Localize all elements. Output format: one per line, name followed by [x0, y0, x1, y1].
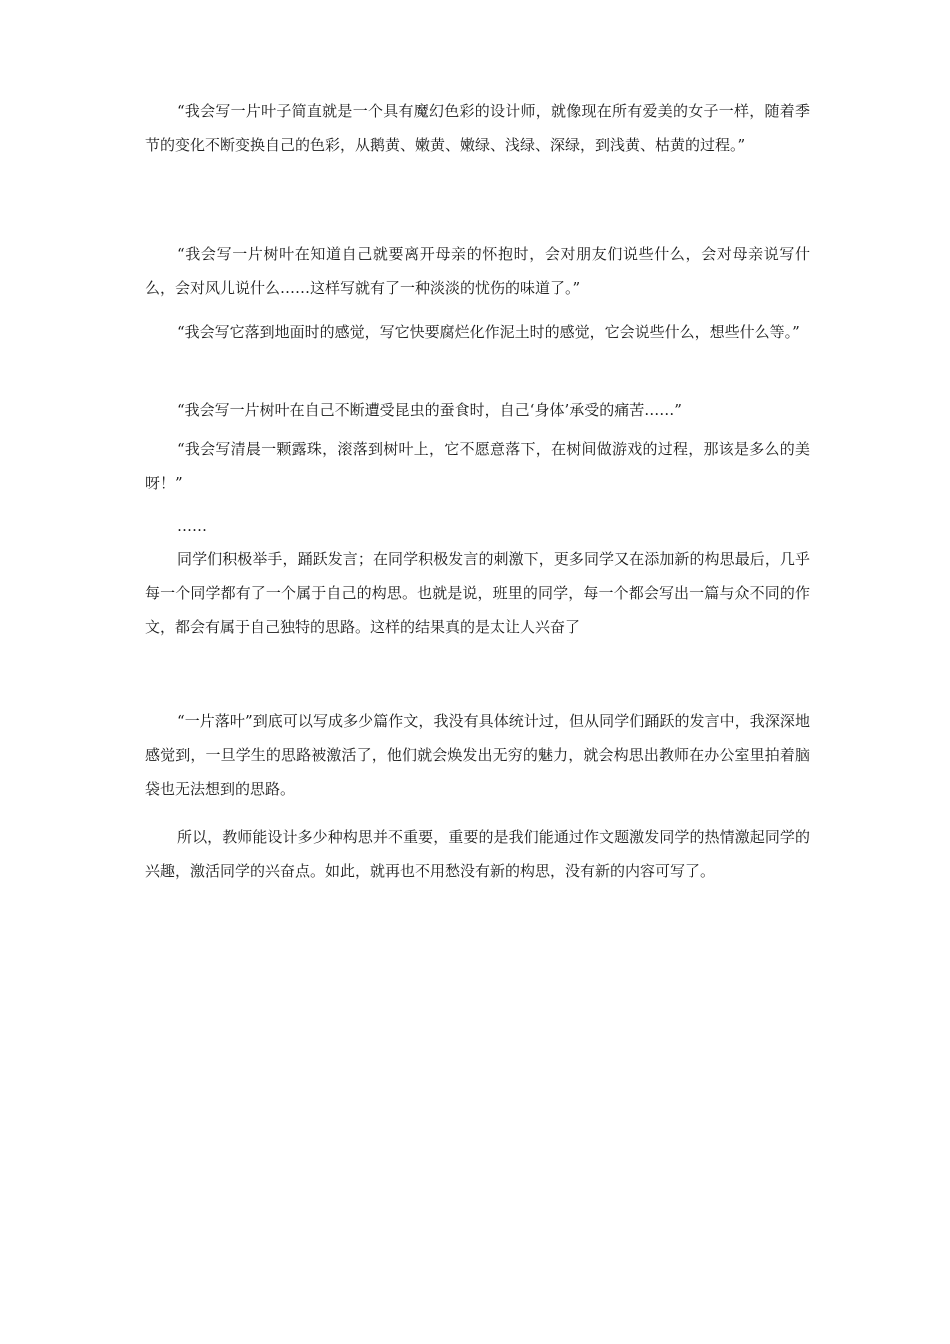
paragraph-one-fallen-leaf: “一片落叶”到底可以写成多少篇作文，我没有具体统计过，但从同学们踊跃的发言中，我深深地感觉到，一旦学生的思路被激活了，他们就会焕发出无穷的魅力，就会构思出教师在办公室里拍着脑袋也无法想到的思路。: [145, 712, 810, 798]
paragraph-insects: “我会写一片树叶在自己不断遭受昆虫的蚕食时，自己‘身体’承受的痛苦……”: [177, 401, 682, 419]
paragraph-dewdrop: “我会写清晨一颗露珠，滚落到树叶上，它不愿意落下，在树间做游戏的过程，那该是多么的美呀！”: [145, 440, 810, 492]
paragraph-conclusion: 所以，教师能设计多少种构思并不重要，重要的是我们能通过作文题激发同学的热情激起同学的兴趣，激活同学的兴奋点。如此，就再也不用愁没有新的构思，没有新的内容可写了。: [145, 828, 810, 880]
paragraph-ellipsis: ……: [177, 517, 207, 535]
paragraph-leaving-mother: “我会写一片树叶在知道自己就要离开母亲的怀抱时，会对朋友们说些什么，会对母亲说写什么，会对风儿说什么……这样写就有了一种淡淡的忧伤的味道了。”: [145, 245, 810, 297]
paragraph-falling-ground: “我会写它落到地面时的感觉，写它快要腐烂化作泥土时的感觉，它会说些什么，想些什么等。”: [177, 323, 800, 341]
paragraph-leaf-designer: “我会写一片叶子简直就是一个具有魔幻色彩的设计师，就像现在所有爱美的女子一样，随着季节的变化不断变换自己的色彩，从鹅黄、嫩黄、嫩绿、浅绿、深绿，到浅黄、枯黄的过程。”: [145, 102, 810, 154]
paragraph-students-speak: 同学们积极举手，踊跃发言；在同学积极发言的刺激下，更多同学又在添加新的构思最后，几乎每一个同学都有了一个属于自己的构思。也就是说，班里的同学，每一个都会写出一篇与众不同的作文，都会有属于自己独特的思路。这样的结果真的是太让人兴奋了: [145, 550, 810, 636]
